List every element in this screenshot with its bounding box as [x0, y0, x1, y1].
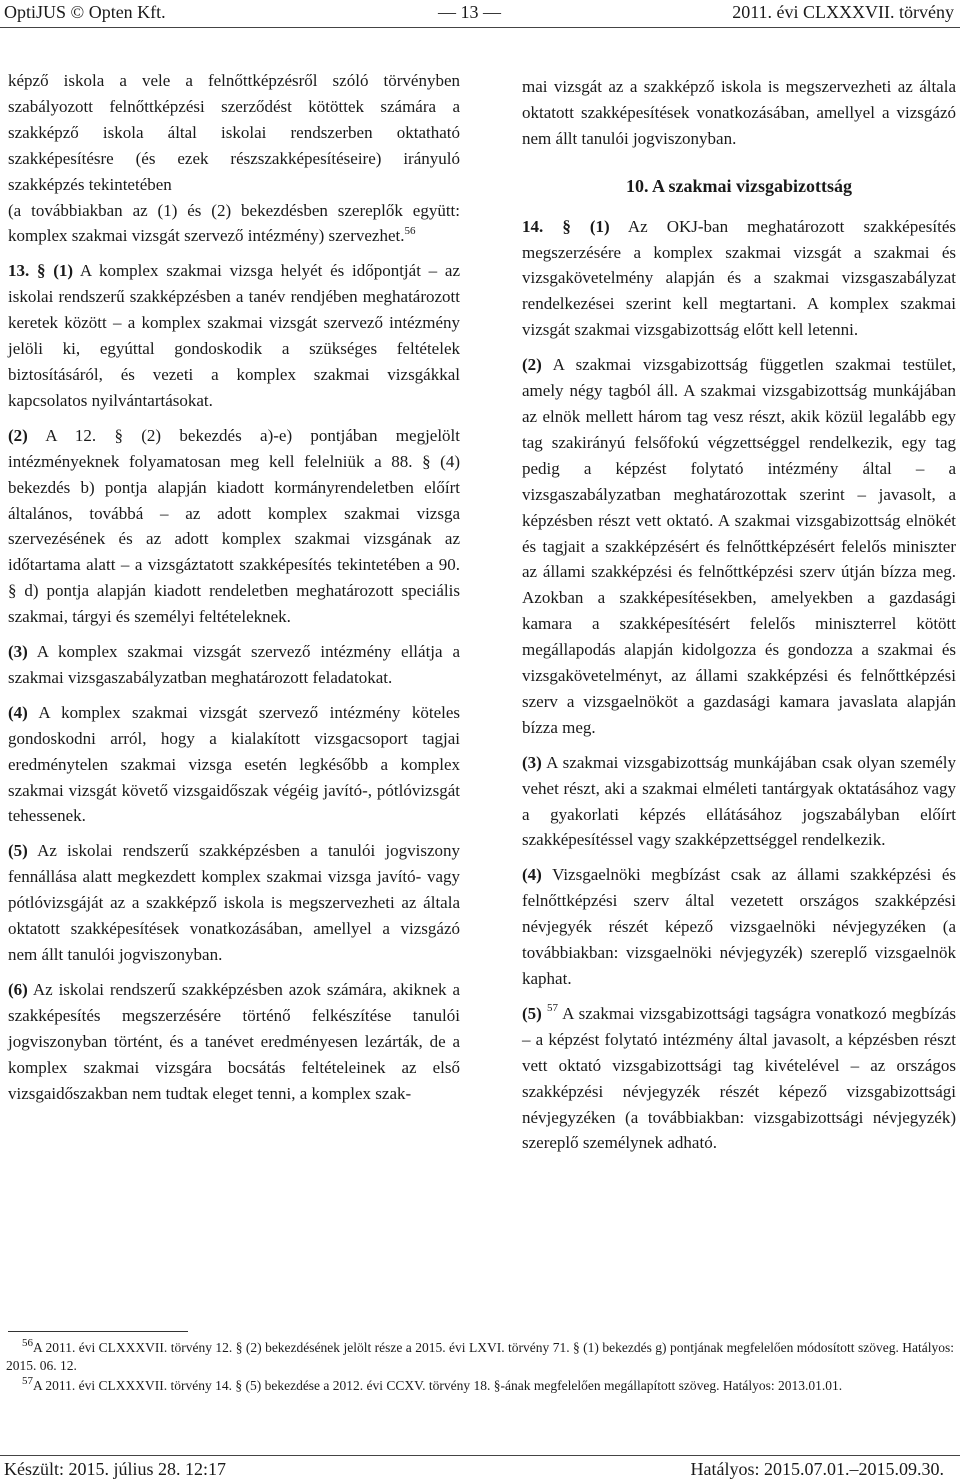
section-text: A komplex szakmai vizsga helyét és időpontját – az iskolai rendszerű szakképzésben a tanév rendjében meghatározott keretek között – a komplex szakmai vizsgát szervező intézmény jelöli ki, egyúttal gondoskodik a szükséges feltételek biztosításáról, és vezeti a komplex szakmai vizsgákkal kapcsolatos nyilvántartásokat. [8, 261, 461, 410]
header-law-title: 2011. évi CLXXXVII. törvény [732, 2, 954, 22]
footer-effective: Hatályos: 2015.07.01.–2015.09.30. [690, 1459, 944, 1479]
subsection-number: (4) [8, 702, 28, 722]
paragraph-text: (a továbbiakban az (1) és (2) bekezdésben szereplők együtt: komplex szakmai vizsgát szervező intézmény) szervezhet. [8, 200, 460, 246]
section-13-2 [8, 423, 460, 630]
footnote-rule [8, 1331, 188, 1332]
footnote-text: A 2011. évi CLXXXVII. törvény 12. § (2) bekezdésének jelölt része a 2015. évi LXVI. törvény 71. § (1) bekezdés g) pontjának megfelelően módosított szöveg. Hatályos: 2015. 06. 12. [6, 1340, 954, 1373]
footnote-number: 56 [22, 1336, 33, 1349]
section-text: Az OKJ-ban meghatározott szakképesítés megszerzésére a komplex szakmai vizsgát a szakmai és vizsgakövetelmény alapján és a szakmai vizsgaszabályzat rendelkezései szerint kell megtartani. A komplex szakmai vizsgát szakmai vizsgabizottság előtt kell letenni. [522, 216, 956, 340]
footnote-text: A 2011. évi CLXXXVII. törvény 14. § (5) bekezdése a 2012. évi CCXV. törvény 18. §-ának megfelelően megállapított szöveg. Hatályos: 2013.01.01. [33, 1378, 843, 1393]
subsection-number: (3) [522, 752, 542, 772]
right-column [522, 74, 956, 1156]
section-14-3 [522, 750, 956, 854]
footnote-ref-56[interactable]: 56 [404, 224, 416, 237]
paragraph-continuation-2 [8, 198, 460, 250]
section-13-1 [8, 258, 460, 413]
footnote-ref-57[interactable]: 57 [546, 1002, 558, 1015]
header-publisher: OptiJUS © Opten Kft. [4, 2, 166, 22]
header-rule [0, 27, 960, 28]
subsection-text: A szakmai vizsgabizottság munkájában csak olyan személy vehet részt, aki a szakmai elméleti tantárgyak oktatásához vagy a gyakorlati képzés ellátásához jogszabályban előírt szakképesítéssel vagy szakképzettséggel rendelkezik. [522, 752, 956, 850]
subsection-text: Vizsgaelnöki megbízást csak az állami szakképzési és felnőttképzési szerv által vezetett országos szakképzési névjegyék részét képező vizsgaelnöki névjegyzéken (a továbbiakban: vizsgaelnöki névjegyzék) szereplő vizsgaelnök kaphat. [522, 865, 956, 988]
subsection-number: (5) [522, 1003, 542, 1023]
header-page-number: — 13 — [438, 2, 501, 22]
subsection-text: A 12. § (2) bekezdés a)-e) pontjában megjelölt intézményeknek folyamatosan meg kell felelniük a 88. § (4) bekezdés b) pontja alapján kiadott kormányrendeletben előírt általános, továbbá – az adott komplex szakmai vizsga szervezésének és az adott komplex szakmai vizsgának az időtartama alatt – a vizsgáztatott szakképesítés tekintetében a 90. § d) pontja alapján kiadott rendeletben meghatározott speciális szakmai, tárgyi és személyi feltételeknek. [8, 425, 461, 627]
footnote-57 [6, 1374, 954, 1395]
subsection-number: (2) [8, 425, 28, 445]
subsection-text: Az iskolai rendszerű szakképzésben azok számára, akiknek a szakképesítés megszerzésére történő felkészítése tanulói jogviszonyban történt, és a tanévet eredményesen lezárták, de a komplex szakmai vizsgára bocsátás feltételeinek az első vizsgaidőszakban nem tudtak eleget tenni, a komplex szak- [8, 979, 460, 1103]
section-14-1 [522, 214, 956, 344]
section-13-6 [8, 977, 460, 1107]
paragraph-continuation: képző iskola a vele a felnőttképzésről szóló törvényben szabályozott felnőttképzési szerződést kötöttek számára a szakképző iskola által iskolai rendszerben oktatható szakképesítésre (és ezek részszakképesítéseire) irányuló szakképzés tekintetében [8, 71, 460, 194]
subsection-number: (4) [522, 865, 542, 885]
subsection-text: A szakmai vizsgabizottság független szakmai testület, amely négy tagból áll. A szakmai vizsgabizottság munkájában az elnök mellett három tag vesz részt, akik közül legalább egy tag szakirányú felsőfokú végzettséggel rendelkezik, egy tag pedig a képzést folytató intézmény által – a vizsgaszabályzatban meghatározottak szerint – javasolt, a képzésben részt vett oktató. A szakmai vizsgabizottság elnökét és tagjait a szakképzésért és felnőttképzésért felelős miniszter az állami szakképzési és felnőttképzési szerv útján bízza meg. Azokban a szakképesítésekben, amelyekben a gazdasági kamara a szakképesítésért felelős miniszterrel kötött megállapodás alapján kidolgozza és gondozza a szakmai és vizsgakövetelményt, az állami szakképzési és felnőttképzési szerv a vizsgaelnököt a gazdasági kamara javaslata alapján bízza meg. [522, 355, 956, 737]
section-13-5 [8, 838, 460, 968]
footnote-56 [6, 1336, 954, 1375]
subsection-number: (2) [522, 355, 542, 375]
section-13-4 [8, 700, 460, 830]
subsection-number: (6) [8, 979, 28, 999]
subsection-text: A komplex szakmai vizsgát szervező intézmény ellátja a szakmai vizsgaszabályzatban meghatározott feladatokat. [8, 642, 460, 687]
section-13-3 [8, 639, 460, 691]
section-heading: 10. A szakmai vizsgabizottság [625, 175, 852, 196]
subsection-number: (3) [8, 642, 28, 662]
paragraph-continuation: mai vizsgát az a szakképző iskola is megszervezheti az általa oktatott szakképesítések vonatkozásában, amellyel a vizsgázó nem állt tanulói jogviszonyban. [522, 77, 956, 148]
section-14-4 [522, 862, 956, 992]
subsection-text: A komplex szakmai vizsgát szervező intézmény köteles gondoskodni arról, hogy a kialakított vizsgacsoport tagjai eredménytelen szakmai vizsga esetén legkésőbb a komplex szakmai vizsgát követő vizsgaidőszak végéig javító-, pótlóvizsgát tehessenek. [8, 702, 460, 826]
subsection-number: (5) [8, 841, 28, 861]
footer-rule [0, 1455, 960, 1456]
page-header [0, 2, 960, 26]
left-column [8, 68, 460, 1106]
footnotes [6, 1336, 954, 1397]
section-14-2 [522, 352, 956, 741]
subsection-text: A szakmai vizsgabizottsági tagságra vonatkozó megbízás – a képzést folytató intézmény által javasolt, a képzésben részt vett oktató vizsgabizottsági tag kivételével – az országos szakképzési névjegyzék részét képező vizsgabizottsági névjegyzéken (a továbbiakban: vizsgabizottsági névjegyzék) szereplő személynek adható. [522, 1003, 957, 1153]
section-number: 13. § (1) [8, 261, 74, 281]
footnote-number: 57 [22, 1374, 33, 1387]
section-number: 14. § (1) [522, 216, 610, 236]
footer-created: Készült: 2015. július 28. 12:17 [4, 1459, 226, 1479]
subsection-text: Az iskolai rendszerű szakképzésben a tanulói jogviszony fennállása alatt megkezdett komplex szakmai vizsga javító- vagy pótlóvizsgáját az a szakképző iskola is megszervezheti az általa oktatott szakképesítések vonatkozásában, amellyel a vizsgázó nem állt tanulói jogviszonyban. [8, 841, 460, 964]
section-14-5 [522, 1001, 956, 1156]
